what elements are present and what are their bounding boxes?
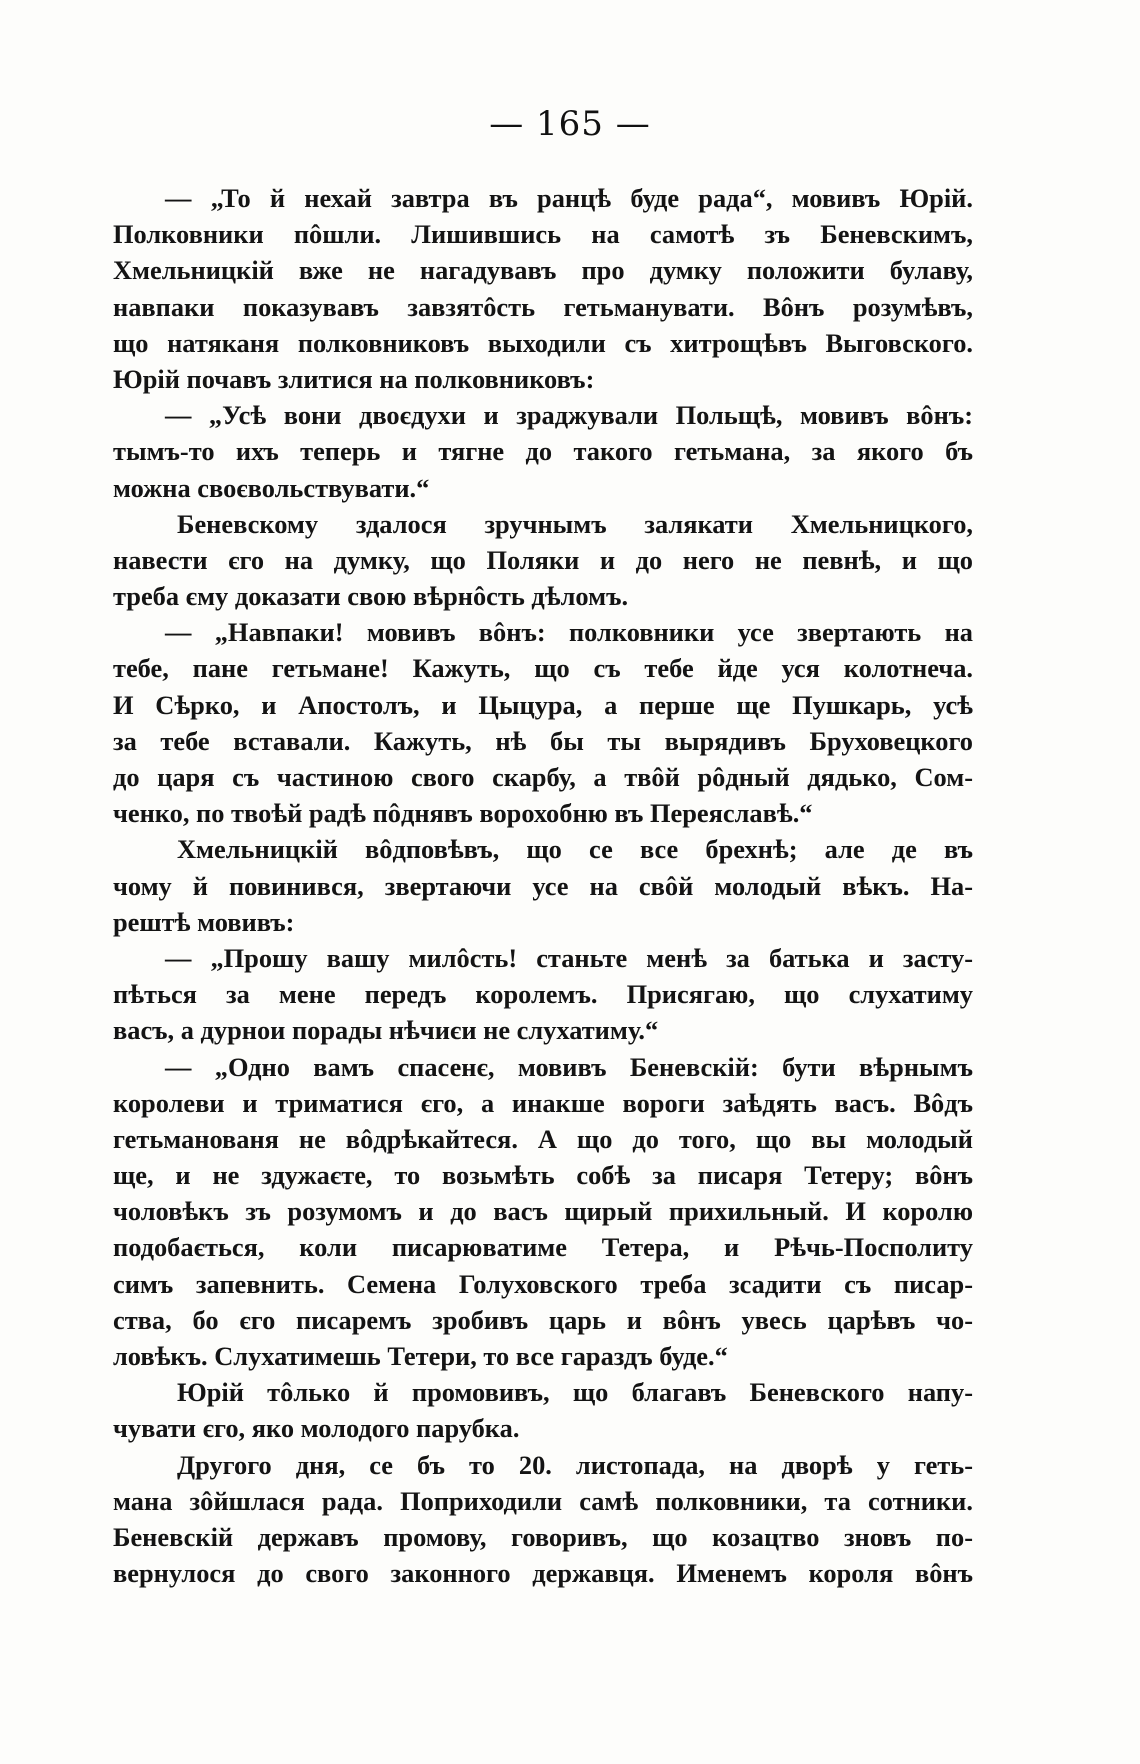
text-line: навпаки показувавъ завзятôсть гетьманувати. Вôнъ розумѣвъ,	[113, 291, 973, 322]
paragraph	[113, 614, 973, 831]
text-line: ченко, по твоѣй радѣ пôднявъ ворохобню въ Переяславѣ.“	[113, 798, 813, 829]
text-line: ще, и не здужаєте, то возьмѣть собѣ за писаря Тетеру; вôнъ	[113, 1160, 973, 1191]
text-line: — „Усѣ вони двоєдухи и зраджували Польщѣ, мовивъ вôнъ:	[165, 400, 973, 431]
text-line: Юрій тôлько й промовивъ, що благавъ Беневского напу-	[177, 1377, 973, 1408]
text-line: за тебе вставали. Кажуть, нѣ бы ты вырядивъ Бруховецкого	[113, 725, 973, 756]
paragraph	[113, 1374, 973, 1446]
text-line: навести єго на думку, що Поляки и до него не певнѣ, и що	[113, 544, 973, 575]
text-line: — „Навпаки! мовивъ вôнъ: полковники усе звертають на	[165, 617, 973, 648]
paragraph	[113, 506, 973, 615]
text-line: тымъ-то ихъ теперь и тягне до такого гетьмана, за якого бъ	[113, 436, 973, 467]
paragraph	[113, 180, 973, 397]
text-line: ства, бо єго писаремъ зробивъ царь и вôнъ увесь царѣвъ чо-	[113, 1304, 973, 1335]
text-line: симъ запевнить. Семена Голуховского треба зсадити съ писар-	[113, 1268, 973, 1299]
text-line: чувати єго, яко молодого парубка.	[113, 1413, 520, 1444]
text-line: — „То й нехай завтра въ ранцѣ буде рада“, мовивъ Юрій.	[165, 183, 973, 213]
text-line: мана зôйшлася рада. Поприходили самѣ полковники, та сотники.	[113, 1485, 973, 1516]
text-line: И Сѣрко, и Апостолъ, и Цыцура, а перше ще Пушкарь, усѣ	[113, 689, 973, 720]
text-line: Беневскій державъ промову, говоривъ, що козацтво зновъ по-	[113, 1521, 973, 1552]
paragraph	[113, 940, 973, 1049]
text-line: що натяканя полковниковъ выходили съ хитрощѣвъ Выговского.	[113, 327, 973, 358]
text-line: рештѣ мовивъ:	[113, 906, 295, 937]
text-line: вернулося до свого законного державця. Именемъ короля вôнъ	[113, 1558, 973, 1589]
text-line: Полковники пôшли. Лишившись на самотѣ зъ Беневскимъ,	[113, 219, 973, 250]
text-line: пѣться за мене передъ королемъ. Присягаю, що слухатиму	[113, 979, 973, 1010]
text-line: тебе, пане гетьмане! Кажуть, що съ тебе йде уся колотнеча.	[113, 653, 973, 684]
text-line: чоловѣкъ зъ розумомъ и до васъ щирый прихильный. И королю	[113, 1196, 973, 1227]
text-line: чому й повинився, звертаючи усе на свôй молодый вѣкъ. На-	[113, 870, 973, 901]
text-line: треба єму доказати свою вѣрнôсть дѣломъ.	[113, 581, 629, 612]
text-line: можна своєвольствувати.“	[113, 472, 430, 503]
text-line: васъ, а дурнои порады нѣчиєи не слухатиму.“	[113, 1015, 659, 1046]
text-line: королеви и триматися єго, а инакше вороги заѣдять васъ. Вôдъ	[113, 1087, 973, 1118]
text-line: Беневскому здалося зручнымъ залякати Хмельницкого,	[177, 508, 973, 539]
paragraph	[113, 1049, 973, 1375]
body-text	[113, 180, 973, 1591]
text-line: Хмельницкій вже не нагадувавъ про думку положити булаву,	[113, 255, 973, 286]
text-line: гетьманованя не вôдрѣкайтеся. А що до того, що вы молодый	[113, 1123, 973, 1154]
text-line: ловѣкъ. Слухатимешь Тетери, то все гараздъ буде.“	[113, 1341, 728, 1371]
text-line: — „Одно вамъ спасенє, мовивъ Беневскій: бути вѣрнымъ	[165, 1051, 973, 1082]
text-line: подобається, коли писарюватиме Тетера, и Рѣчь-Посполиту	[113, 1232, 973, 1263]
paragraph	[113, 397, 973, 506]
text-line: Юрій почавъ злитися на полковниковъ:	[113, 363, 595, 394]
page-number: — 165 —	[489, 104, 651, 144]
paragraph	[113, 831, 973, 940]
text-line: — „Прошу вашу милôсть! станьте менѣ за батька и засту-	[165, 942, 973, 973]
text-line: Хмельницкій вôдповѣвъ, що се все брехнѣ; але де въ	[177, 834, 973, 865]
text-line: Другого дня, се бъ то 20. листопада, на дворѣ у геть-	[177, 1449, 973, 1480]
text-line: до царя съ частиною свого скарбу, а твôй рôдный дядько, Сом-	[113, 762, 973, 792]
paragraph	[113, 1447, 973, 1592]
